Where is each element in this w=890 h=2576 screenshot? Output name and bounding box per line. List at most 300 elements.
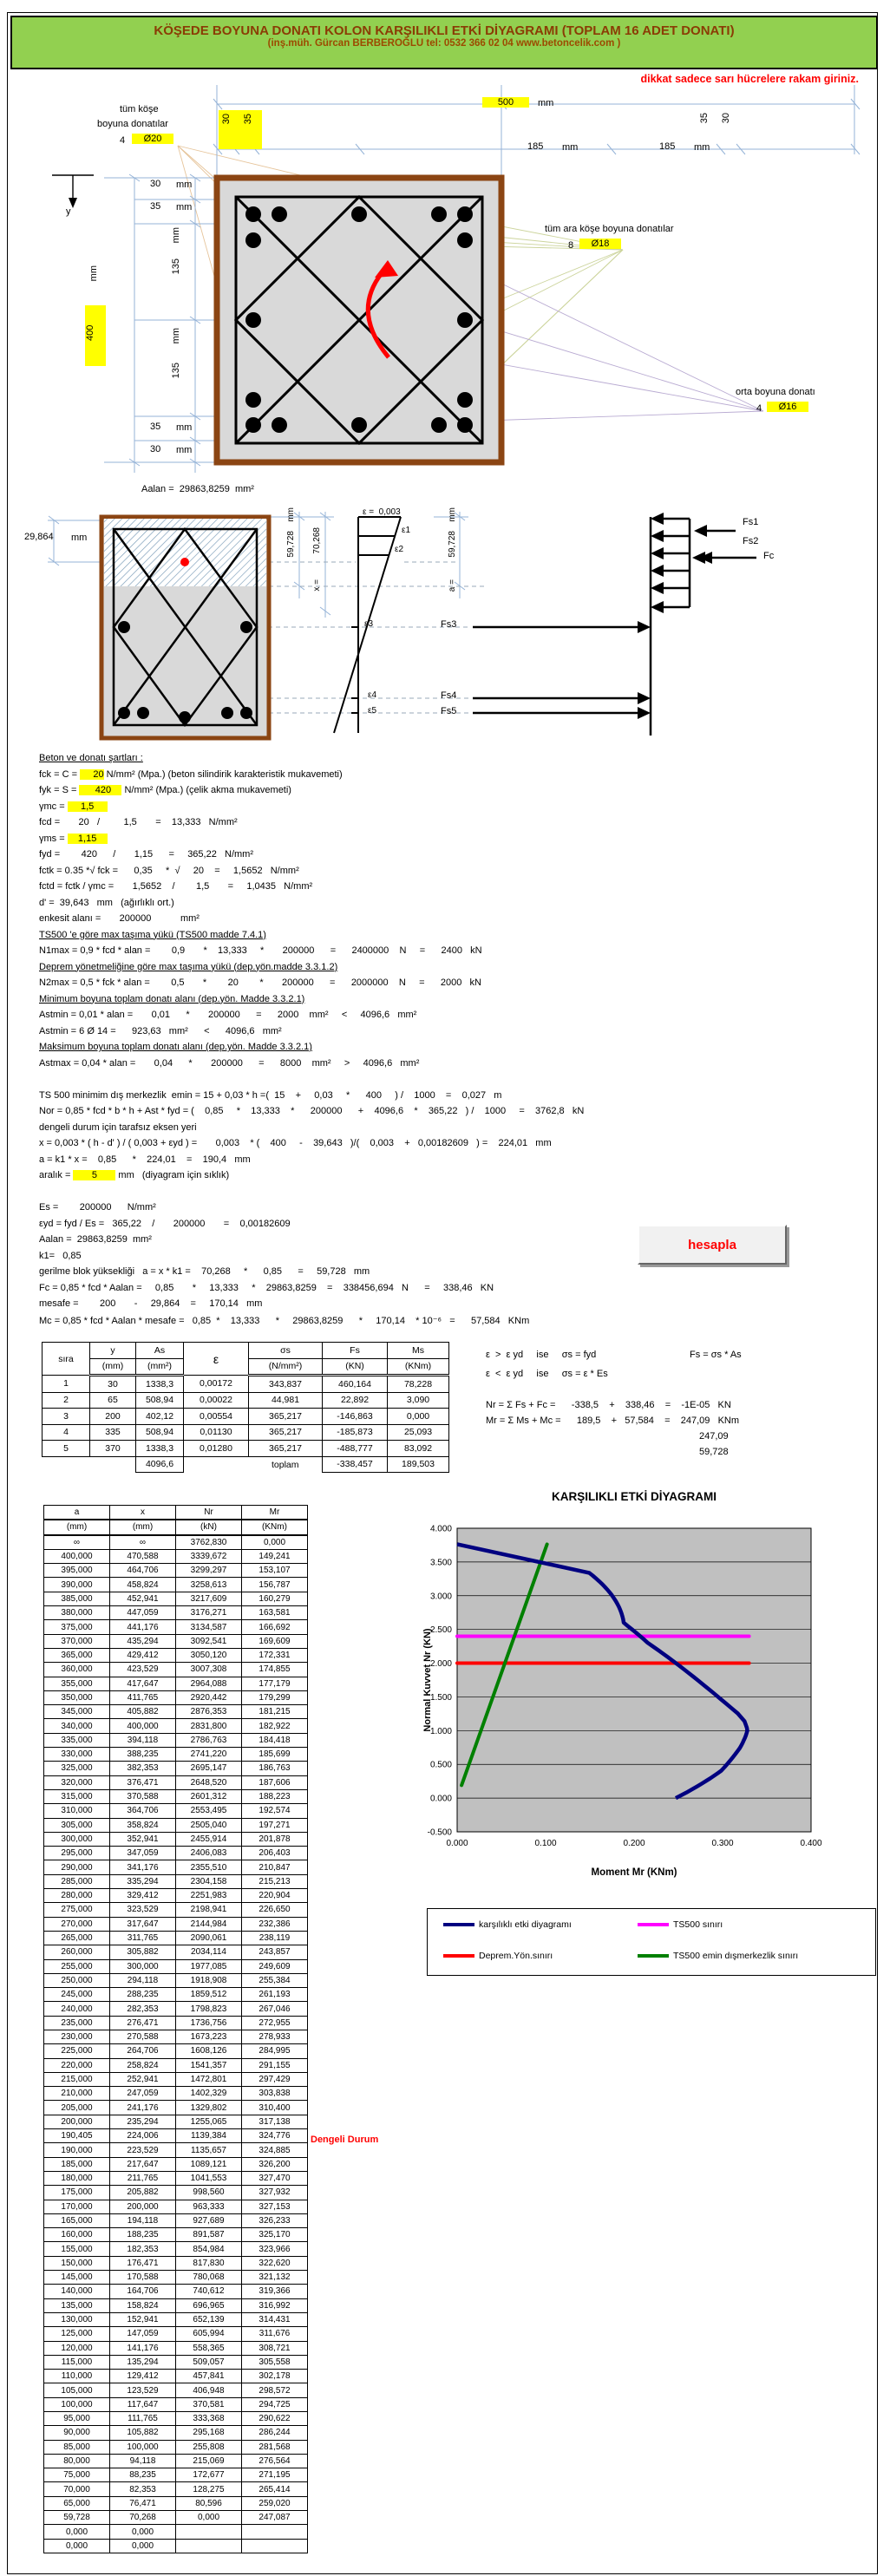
t2-h-mr: Mr — [242, 1506, 308, 1520]
t1-h-eps: ε — [184, 1343, 249, 1376]
cell: 200,000 — [110, 2200, 176, 2213]
cell: 252,941 — [110, 2072, 176, 2086]
table-row — [44, 2143, 308, 2157]
hesapla-button[interactable]: hesapla — [638, 1225, 787, 1265]
cell: 83,092 — [388, 1441, 449, 1457]
dim-mm-rot-2: mm — [171, 328, 181, 344]
table-row — [44, 1663, 308, 1677]
calc-line — [39, 753, 584, 769]
y-tick-label: -0.500 — [427, 1827, 452, 1838]
calc-line — [39, 1122, 584, 1139]
cell: 508,94 — [136, 1424, 184, 1441]
cell — [43, 1456, 90, 1473]
y-tick-label: 2.000 — [429, 1659, 452, 1670]
calc-text: εyd = fyd / Es = 365,22 / 200000 = 0,00182609 — [39, 1218, 291, 1229]
corner-rebar-count: 4 — [120, 135, 126, 146]
cell: 0,000 — [44, 2525, 110, 2539]
cover-30-topright: 30 — [721, 113, 731, 124]
cell: 300,000 — [110, 1959, 176, 1973]
cell: 94,118 — [110, 2454, 176, 2468]
cell: 2648,520 — [176, 1775, 242, 1789]
cell: 508,94 — [136, 1392, 184, 1409]
cell: 78,228 — [388, 1376, 449, 1393]
table-row — [44, 2200, 308, 2213]
t1-u-sigma: (N/mm²) — [249, 1358, 323, 1376]
cell: 323,529 — [110, 1903, 176, 1917]
cell: 435,294 — [110, 1634, 176, 1648]
x-tick-label: 0.100 — [534, 1839, 557, 1848]
chart-legend — [427, 1908, 876, 1976]
cell: 400,000 — [110, 1719, 176, 1733]
cell: 2876,353 — [176, 1705, 242, 1719]
calc-text: gerilme blok yüksekliği a = x * k1 = 70,268 * 0,85 = 59,728 mm — [39, 1266, 370, 1277]
cell: 605,994 — [176, 2327, 242, 2341]
cell: 0,000 — [110, 2539, 176, 2553]
cell: 264,706 — [110, 2044, 176, 2058]
table-row — [44, 1762, 308, 1775]
cell: 0,000 — [176, 2511, 242, 2525]
cell: 166,692 — [242, 1620, 308, 1634]
calc-line — [39, 1234, 584, 1251]
cell: 170,000 — [44, 2200, 110, 2213]
cell: 65,000 — [44, 2496, 110, 2510]
calc-text: Astmin = 6 Ø 14 = 923,63 mm² < 4096,6 mm² — [39, 1025, 282, 1036]
cell: 255,384 — [242, 1973, 308, 1987]
cell: 276,471 — [110, 2016, 176, 2030]
cell: 2601,312 — [176, 1789, 242, 1803]
cell: 278,933 — [242, 2030, 308, 2043]
cell: 260,000 — [44, 1945, 110, 1959]
t2-u-x: (mm) — [110, 1520, 176, 1534]
cell: 175,000 — [44, 2186, 110, 2200]
t1-h-sira: sıra — [43, 1343, 90, 1376]
cell: 382,353 — [110, 1762, 176, 1775]
dim-mm-rot-1: mm — [171, 227, 181, 244]
cell: 2455,914 — [176, 1832, 242, 1846]
cell: 135,000 — [44, 2298, 110, 2312]
t1-h-fs: Fs — [323, 1343, 388, 1359]
cell: 303,838 — [242, 2087, 308, 2101]
cell: 270,588 — [110, 2030, 176, 2043]
table-row — [44, 2030, 308, 2043]
calc-text: Nor = 0,85 * fcd * b * h + Ast * fyd = ( 0,85 * 13,333 * 200000 + 4096,6 * 365,22 ) / 1000 = 3762,8 kN — [39, 1106, 585, 1116]
cell: 187,606 — [242, 1775, 308, 1789]
cell: 240,000 — [44, 2002, 110, 2016]
cell: 152,941 — [110, 2312, 176, 2326]
cell: 0,000 — [242, 1535, 308, 1550]
cell: 927,689 — [176, 2213, 242, 2227]
table-row — [44, 1889, 308, 1903]
cell: 272,955 — [242, 2016, 308, 2030]
yellow-input-cell[interactable]: 1,15 — [67, 833, 108, 844]
y-tick-label: 0.500 — [429, 1760, 452, 1770]
formula-sigma-elastic: ε < ε yd ise σs = ε * Es — [486, 1369, 608, 1379]
layer-forces-table — [42, 1342, 449, 1473]
cell: 3 — [43, 1409, 90, 1425]
cell: 235,000 — [44, 2016, 110, 2030]
cell: 365,217 — [249, 1409, 323, 1425]
calc-text: Minimum boyuna toplam donatı alanı (dep.yön. Madde 3.3.2.1) — [39, 993, 305, 1004]
yellow-input-cell[interactable]: 1,5 — [67, 801, 108, 812]
cell: 180,000 — [44, 2171, 110, 2185]
cell: 215,213 — [242, 1874, 308, 1888]
cell: 177,179 — [242, 1677, 308, 1690]
cell: 319,366 — [242, 2285, 308, 2298]
t2-h-nr: Nr — [176, 1506, 242, 1520]
dim-a-unit: mm — [286, 507, 296, 522]
calc-line — [39, 930, 584, 946]
cell: 285,000 — [44, 1874, 110, 1888]
table-row — [44, 2016, 308, 2030]
cell: 458,824 — [110, 1578, 176, 1592]
y-axis-label: y — [66, 206, 71, 217]
cell: 402,12 — [136, 1409, 184, 1425]
calc-line — [39, 1026, 584, 1043]
cell: 3176,271 — [176, 1606, 242, 1620]
t2-h-x: x — [110, 1506, 176, 1520]
cell: 141,176 — [110, 2341, 176, 2355]
cell: 247,087 — [242, 2511, 308, 2525]
table-row — [44, 2171, 308, 2185]
x-tick-label: 0.300 — [711, 1839, 734, 1848]
cell: 308,721 — [242, 2341, 308, 2355]
section-height-input[interactable]: 400 — [85, 305, 106, 366]
calc-text: Aalan = 29863,8259 mm² — [39, 1234, 152, 1245]
cell: 75,000 — [44, 2468, 110, 2482]
cell: 235,294 — [110, 2115, 176, 2128]
cell: 1736,756 — [176, 2016, 242, 2030]
cell: 201,878 — [242, 1832, 308, 1846]
table-row — [44, 1677, 308, 1690]
cell: 470,588 — [110, 1549, 176, 1563]
corner-rebar-dia-input[interactable]: Ø20 — [132, 134, 173, 144]
cell: 324,885 — [242, 2143, 308, 2157]
cell: 1139,384 — [176, 2129, 242, 2143]
cell: 88,235 — [110, 2468, 176, 2482]
cell: 3217,609 — [176, 1592, 242, 1605]
cell: 255,000 — [44, 1959, 110, 1973]
cell: 1977,085 — [176, 1959, 242, 1973]
cell: 170,588 — [110, 2271, 176, 2285]
table-row — [43, 1441, 449, 1457]
force-diagram — [473, 517, 759, 736]
calc-text: Beton ve donatı şartları : — [39, 753, 143, 763]
section-width-input[interactable]: 500 — [482, 97, 529, 108]
formula-fs: Fs = σs * As — [690, 1350, 742, 1360]
cell: 963,333 — [176, 2200, 242, 2213]
calc-line — [39, 1042, 584, 1058]
table-row — [44, 1917, 308, 1931]
cell — [176, 2539, 242, 2553]
cell: 380,000 — [44, 1606, 110, 1620]
cell: 327,470 — [242, 2171, 308, 2185]
cell: 2090,061 — [176, 1931, 242, 1945]
table-row — [44, 2397, 308, 2411]
cell: 350,000 — [44, 1690, 110, 1704]
table-row — [44, 1789, 308, 1803]
t1-h-y: y — [90, 1343, 136, 1359]
cell: 100,000 — [44, 2397, 110, 2411]
calc-text: N/mm² (Mpa.) (beton silindirik karakteristik mukavemeti) — [103, 768, 343, 780]
t1-u-fs: (KN) — [323, 1358, 388, 1376]
cell: 2831,800 — [176, 1719, 242, 1733]
dim-135-lower: 135 — [171, 363, 181, 379]
cell: 343,837 — [249, 1376, 323, 1393]
table-row — [44, 2058, 308, 2072]
cell: 182,922 — [242, 1719, 308, 1733]
cell: 390,000 — [44, 1578, 110, 1592]
cell: 4 — [43, 1424, 90, 1441]
calc-text: Fc = 0,85 * fcd * Aalan = 0,85 * 13,333 * 29863,8259 = 338456,694 N = 338,46 KN — [39, 1282, 494, 1293]
cell: 130,000 — [44, 2312, 110, 2326]
intermediate-rebar-count: 8 — [568, 240, 574, 251]
dim-mm-rot-400: mm — [88, 265, 99, 282]
middle-rebar-dia-input[interactable]: Ø16 — [767, 402, 808, 412]
cell: 111,765 — [110, 2412, 176, 2426]
calc-text: mm (diyagram için sıklık) — [115, 1170, 230, 1180]
cell: 267,046 — [242, 2002, 308, 2016]
cell: 197,271 — [242, 1818, 308, 1832]
table-row — [44, 2454, 308, 2468]
cell: 2034,114 — [176, 1945, 242, 1959]
cell: 65 — [90, 1392, 136, 1409]
table-row — [44, 2087, 308, 2101]
cell: 1673,223 — [176, 2030, 242, 2043]
cell: 184,418 — [242, 1733, 308, 1747]
cell: 225,000 — [44, 2044, 110, 2058]
cell: 281,568 — [242, 2440, 308, 2454]
cell: 365,217 — [249, 1424, 323, 1441]
cell: 316,992 — [242, 2298, 308, 2312]
cell: 1255,065 — [176, 2115, 242, 2128]
cell: 2964,088 — [176, 1677, 242, 1690]
dim-x-eq: x = — [312, 579, 322, 592]
cell: 85,000 — [44, 2440, 110, 2454]
table-row — [44, 2539, 308, 2553]
cell: 447,059 — [110, 1606, 176, 1620]
cell: 330,000 — [44, 1748, 110, 1762]
cell: 370,581 — [176, 2397, 242, 2411]
table-row — [44, 2426, 308, 2440]
cell: 0,00172 — [184, 1376, 249, 1393]
cell: 324,776 — [242, 2129, 308, 2143]
intermediate-rebar-dia-input[interactable]: Ø18 — [579, 239, 621, 249]
calc-text: fctd = fctk / γmc = 1,5652 / 1,5 = 1,0435 N/mm² — [39, 881, 313, 892]
table-row — [44, 1535, 308, 1550]
cell: 2 — [43, 1392, 90, 1409]
table-row — [44, 1847, 308, 1860]
cell: 59,728 — [44, 2511, 110, 2525]
force-arrowheads — [638, 513, 712, 719]
calc-line — [39, 1138, 584, 1154]
cell: 271,195 — [242, 2468, 308, 2482]
eps5-label: ε5 — [368, 706, 377, 716]
cell: 335 — [90, 1424, 136, 1441]
cell: 70,268 — [110, 2511, 176, 2525]
cell: 247,059 — [110, 2087, 176, 2101]
calc-text: N2max = 0,5 * fck * alan = 0,5 * 20 * 200000 = 2000000 N = 2000 kN — [39, 977, 481, 988]
cell: 314,431 — [242, 2312, 308, 2326]
calc-text: dengeli durum için tarafsız eksen yeri — [39, 1121, 197, 1133]
cell: 265,000 — [44, 1931, 110, 1945]
calc-line — [39, 913, 584, 930]
table-row — [44, 2285, 308, 2298]
cell: 2144,984 — [176, 1917, 242, 1931]
yellow-input-cell[interactable]: 420 — [79, 785, 122, 795]
cell: 305,558 — [242, 2355, 308, 2369]
cell: 358,824 — [110, 1818, 176, 1832]
cell: 291,155 — [242, 2058, 308, 2072]
calc-text: N/mm² (Mpa.) (çelik akma mukavemeti) — [121, 785, 291, 795]
fs1-label: Fs1 — [743, 517, 759, 527]
cell: 405,882 — [110, 1705, 176, 1719]
cell: 189,503 — [388, 1456, 449, 1473]
cell: 223,529 — [110, 2143, 176, 2157]
table-row — [43, 1376, 449, 1393]
legend-line-magenta — [638, 1923, 669, 1926]
cell: 165,000 — [44, 2213, 110, 2227]
cell: 311,765 — [110, 1931, 176, 1945]
cell: 179,299 — [242, 1690, 308, 1704]
yellow-input-cell[interactable]: 20 — [80, 768, 104, 780]
cell: 275,000 — [44, 1903, 110, 1917]
fs4-label: Fs4 — [441, 690, 457, 701]
cell: -338,457 — [323, 1456, 388, 1473]
cell: 270,000 — [44, 1917, 110, 1931]
cell: 215,000 — [44, 2072, 110, 2086]
cell: 286,244 — [242, 2426, 308, 2440]
cell: 370 — [90, 1441, 136, 1457]
calc-text: k1= 0,85 — [39, 1250, 82, 1261]
cell: 429,412 — [110, 1648, 176, 1662]
t1-u-y: (mm) — [90, 1358, 136, 1376]
dim-29864-unit: mm — [71, 533, 88, 543]
cell: 423,529 — [110, 1663, 176, 1677]
t1-h-as: As — [136, 1343, 184, 1359]
table-row — [44, 2115, 308, 2128]
table-row — [44, 2440, 308, 2454]
cell: 2406,083 — [176, 1847, 242, 1860]
cell: 1859,512 — [176, 1988, 242, 2002]
y-axis-arrow — [52, 175, 94, 201]
legend-line-red — [443, 1954, 474, 1958]
cell: 249,609 — [242, 1959, 308, 1973]
cell: 294,118 — [110, 1973, 176, 1987]
cell: 194,118 — [110, 2213, 176, 2227]
calc-text: γms = — [39, 833, 68, 844]
cell: 1338,3 — [136, 1376, 184, 1393]
cell: 100,000 — [110, 2440, 176, 2454]
aalan-label: Aalan = 29863,8259 mm² — [141, 484, 254, 494]
cell: 0,00554 — [184, 1409, 249, 1425]
y-tick-label: 4.000 — [429, 1524, 452, 1534]
calc-line — [39, 1010, 584, 1026]
cell: 394,118 — [110, 1733, 176, 1747]
calc-line — [39, 1266, 584, 1283]
dim-30-left-unit: mm — [176, 180, 193, 190]
calc-line — [39, 1298, 584, 1315]
cell: 217,647 — [110, 2157, 176, 2171]
table-row — [44, 2157, 308, 2171]
cell: 110,000 — [44, 2370, 110, 2383]
calc-text: Astmin = 0,01 * alan = 0,01 * 200000 = 2000 mm² < 4096,6 mm² — [39, 1010, 417, 1020]
calc-line — [39, 1251, 584, 1267]
cell: 163,581 — [242, 1606, 308, 1620]
cell: 295,168 — [176, 2426, 242, 2440]
calc-line — [39, 801, 584, 818]
calc-line — [39, 1315, 584, 1331]
cell: 290,622 — [242, 2412, 308, 2426]
formula-mr: Mr = Σ Ms + Mc = 189,5 + 57,584 = 247,09 KNm — [486, 1415, 740, 1426]
cell: 280,000 — [44, 1889, 110, 1903]
cell: 205,882 — [110, 2186, 176, 2200]
cell: 1041,553 — [176, 2171, 242, 2185]
cell — [176, 2525, 242, 2539]
cell: 2741,220 — [176, 1748, 242, 1762]
table-row — [44, 1592, 308, 1605]
cell: 2553,495 — [176, 1804, 242, 1818]
cell: 3339,672 — [176, 1549, 242, 1563]
cover-35-topright: 35 — [699, 113, 710, 124]
table-row — [44, 1945, 308, 1959]
table-row — [44, 1818, 308, 1832]
calc-text: enkesit alanı = 200000 mm² — [39, 913, 200, 924]
fc-label: Fc — [763, 551, 775, 561]
cell: 30 — [90, 1376, 136, 1393]
table-row — [44, 1578, 308, 1592]
calc-text: mesafe = 200 - 29,864 = 170,14 mm — [39, 1298, 263, 1309]
y-tick-label: 0.000 — [429, 1794, 452, 1804]
table-row — [44, 1832, 308, 1846]
calc-line — [39, 1202, 584, 1219]
cell: 70,000 — [44, 2482, 110, 2496]
cell: 1472,801 — [176, 2072, 242, 2086]
cell: 224,006 — [110, 2129, 176, 2143]
cell: 220,000 — [44, 2058, 110, 2072]
cell: 3007,308 — [176, 1663, 242, 1677]
cell: 365,000 — [44, 1648, 110, 1662]
calc-line — [39, 977, 584, 994]
cell: 125,000 — [44, 2327, 110, 2341]
t1-h-sigma: σs — [249, 1343, 323, 1359]
cell: 172,677 — [176, 2468, 242, 2482]
calc-text: γmc = — [39, 801, 68, 812]
table-row — [44, 2242, 308, 2256]
cell: 284,995 — [242, 2044, 308, 2058]
calc-text: Maksimum boyuna toplam donatı alanı (dep.yön. Madde 3.3.2.1) — [39, 1042, 312, 1052]
cell: 258,824 — [110, 2058, 176, 2072]
cell: 174,855 — [242, 1663, 308, 1677]
yellow-input-cell[interactable]: 5 — [73, 1170, 116, 1180]
cell: 3299,297 — [176, 1564, 242, 1578]
table-row — [44, 1973, 308, 1987]
width-unit: mm — [538, 98, 554, 108]
dim-a2-unit: mm — [448, 507, 457, 522]
cell: 128,275 — [176, 2482, 242, 2496]
x-tick-label: 0.200 — [623, 1839, 645, 1848]
cell: 245,000 — [44, 1988, 110, 2002]
cell: 854,984 — [176, 2242, 242, 2256]
cell: 352,941 — [110, 1832, 176, 1846]
cell: 153,107 — [242, 1564, 308, 1578]
cell: 294,725 — [242, 2397, 308, 2411]
t1-u-as: (mm²) — [136, 1358, 184, 1376]
cell: 80,596 — [176, 2496, 242, 2510]
t2-u-mr: (KNm) — [242, 1520, 308, 1534]
calc-line — [39, 769, 584, 786]
cell: 460,164 — [323, 1376, 388, 1393]
a-result: 59,728 — [699, 1447, 729, 1457]
